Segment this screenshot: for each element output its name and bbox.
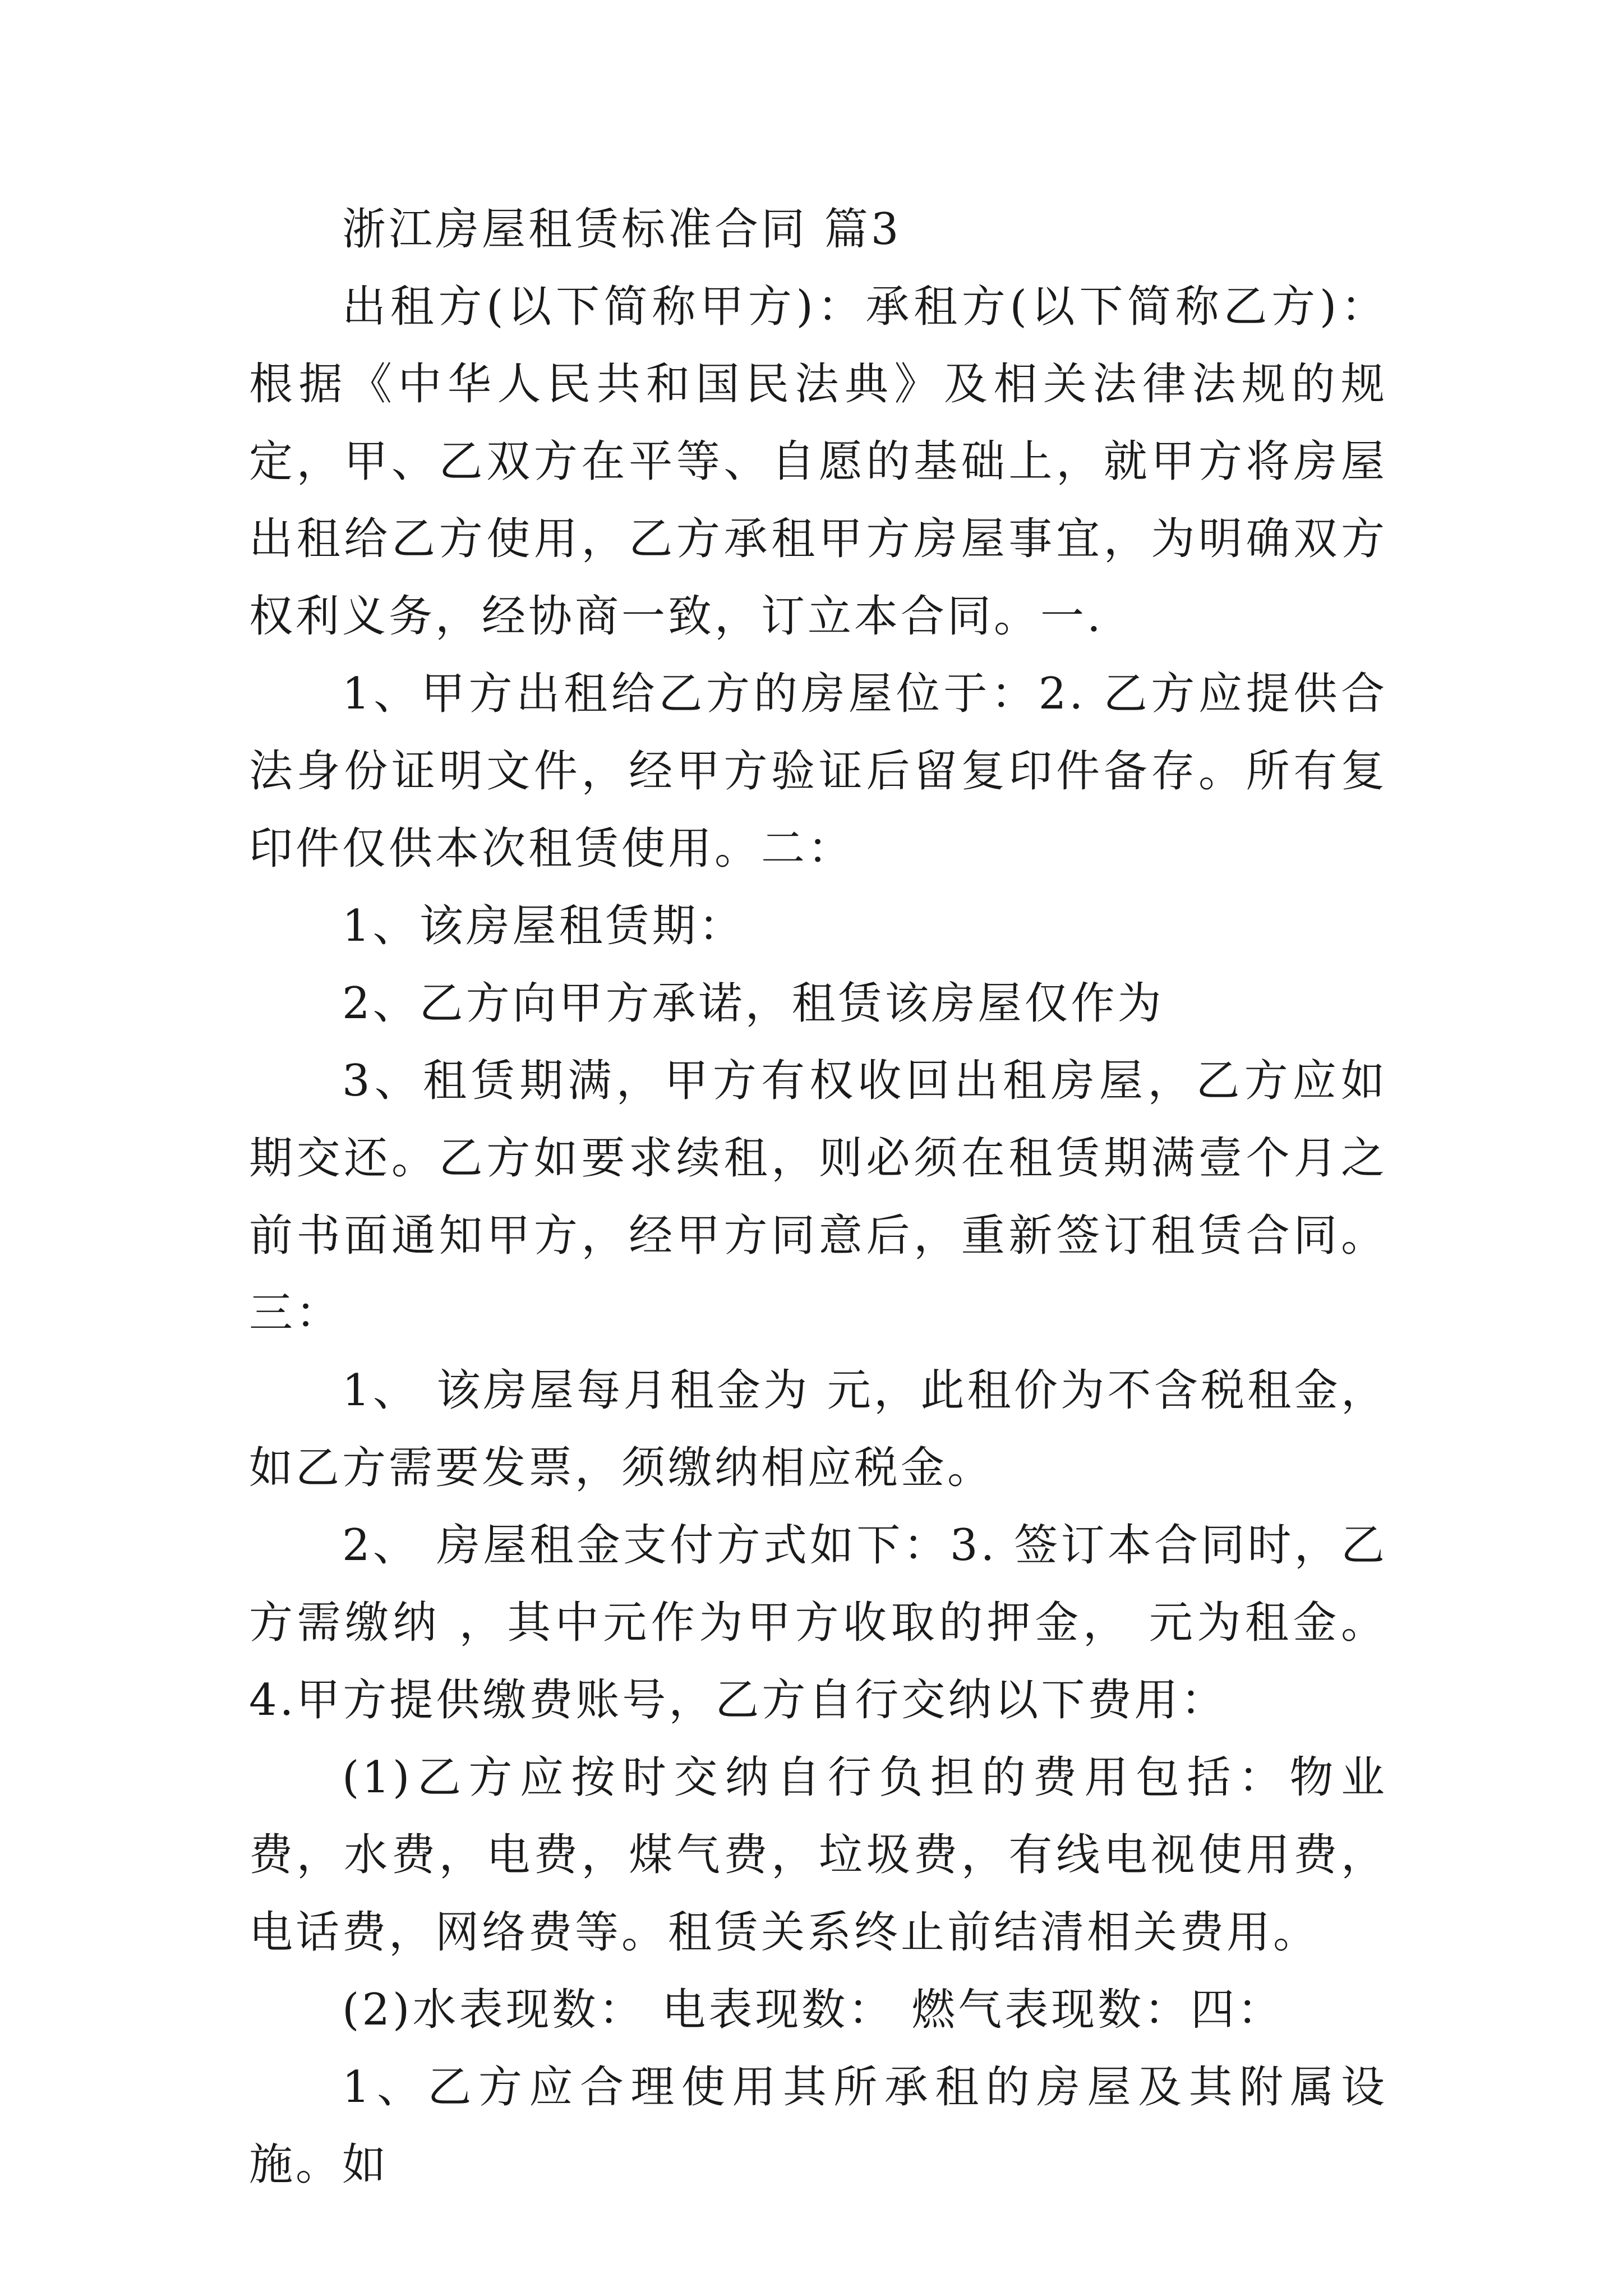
paragraph-parties: 出租方(以下简称甲方)：承租方(以下简称乙方)：根据《中华人民共和国民法典》及相关法律法规的规定，甲、乙双方在平等、自愿的基础上，就甲方将房屋出租给乙方使用，乙方承租甲方房屋事宜，为明确双方权利义务，经协商一致，订立本合同。一. <box>249 282 1387 642</box>
paragraph-usage: 2、乙方向甲方承诺，租赁该房屋仅作为 <box>342 978 1164 1029</box>
paragraph-rent: 1、 该房屋每月租金为 元，此租价为不含税租金，如乙方需要发票，须缴纳相应税金。 <box>249 1365 1387 1493</box>
paragraph-lease-term: 1、该房屋租赁期： <box>342 901 745 951</box>
contract-body <box>249 191 1387 2203</box>
paragraph-usage-obligation: 1、乙方应合理使用其所承租的房屋及其附属设施。如 <box>249 2062 1387 2190</box>
paragraph-payment: 2、 房屋租金支付方式如下：3. 签订本合同时，乙方需缴纳 ，其中元作为甲方收取的押金， 元为租金。4.甲方提供缴费账号，乙方自行交纳以下费用： <box>249 1520 1387 1726</box>
paragraph-expiry: 3、租赁期满，甲方有权收回出租房屋，乙方应如期交还。乙方如要求续租，则必须在租赁期满壹个月之前书面通知甲方，经甲方同意后，重新签订租赁合同。三： <box>249 1056 1387 1338</box>
paragraph-fees: (1)乙方应按时交纳自行负担的费用包括：物业费，水费，电费，煤气费，垃圾费，有线电视使用费，电话费，网络费等。租赁关系终止前结清相关费用。 <box>249 1752 1387 1958</box>
paragraph-location: 1、甲方出租给乙方的房屋位于：2. 乙方应提供合法身份证明文件，经甲方验证后留复印件备存。所有复印件仅供本次租赁使用。二： <box>249 669 1387 874</box>
document-title: 浙江房屋租赁标准合同 篇3 <box>342 204 902 255</box>
paragraph-meters: (2)水表现数： 电表现数： 燃气表现数：四： <box>342 1985 1284 2035</box>
